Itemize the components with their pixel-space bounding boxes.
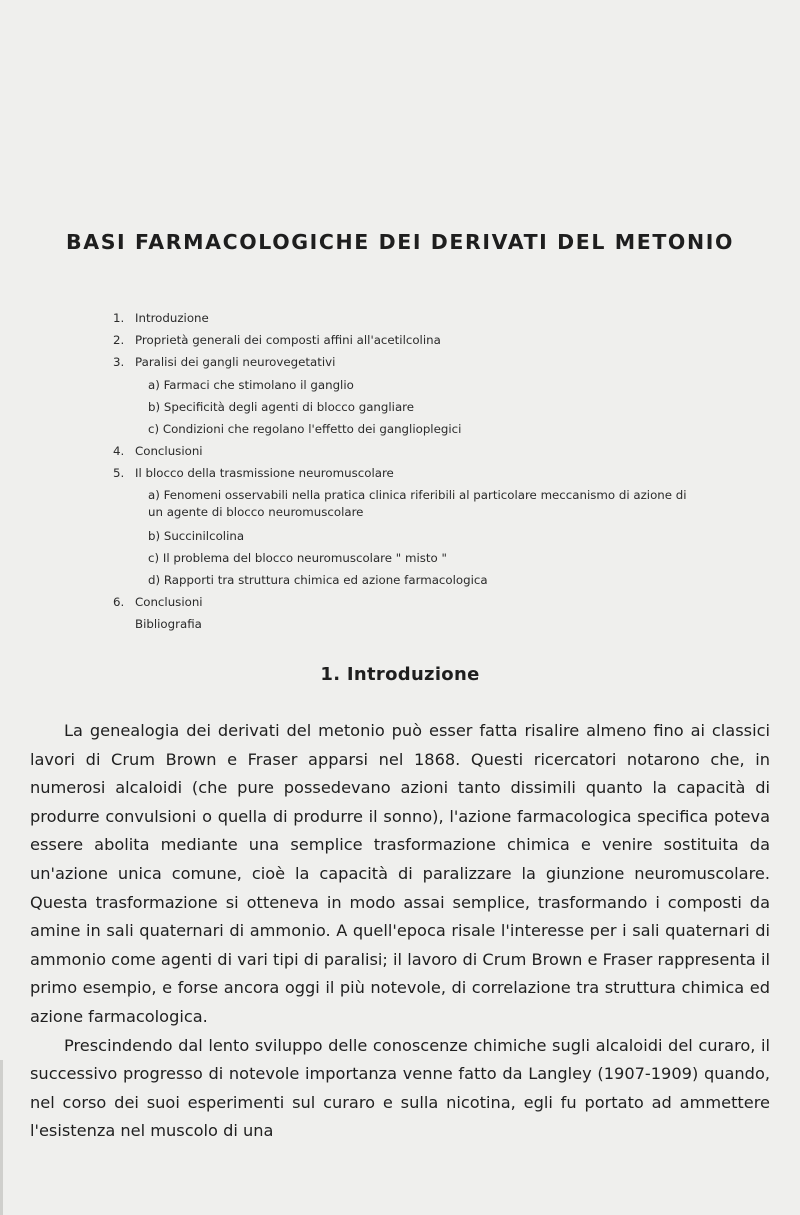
toc-item-5 [113, 462, 713, 484]
toc-subitem-text: c) Condizioni che regolano l'effetto dei ganglioplegici [148, 422, 462, 437]
toc-item-text: Introduzione [135, 311, 209, 325]
toc-subitem-text: d) Rapporti tra struttura chimica ed azione farmacologica [148, 573, 488, 588]
paragraph: Prescindendo dal lento sviluppo delle conoscenze chimiche sugli alcaloidi del curaro, il successivo progresso di notevole importanza venne fatto da Langley (1907-1909) quando, nel corso dei suoi esperimenti sul curaro e sulla nicotina, egli fu portato ad ammettere l'esistenza nel muscolo di una [30, 1035, 770, 1141]
toc-item-number: 2. [113, 333, 125, 348]
toc-item-3 [113, 351, 713, 373]
toc-item-4 [113, 440, 713, 462]
toc-item-number: 5. [113, 466, 125, 481]
toc-item-number: 6. [113, 595, 125, 610]
page-title: BASI FARMACOLOGICHE DEI DERIVATI DEL METONIO [66, 230, 734, 254]
paragraph: La genealogia dei derivati del metonio può esser fatta risalire almeno fino ai classici lavori di Crum Brown e Fraser apparsi nel 1868. Questi ricercatori notarono che, in numerosi alcaloidi (che pure possedevano azioni tanto dissimili quanto la capacità di produrre convulsioni o quella di produrre il sonno), l'azione farmacologica specifica poteva essere abolita mediante una semplice trasformazione chimica e venire sostituita da un'azione unica comune, cioè la capacità di paralizzare la giunzione neuromuscolare. Questa trasformazione si otteneva in modo assai semplice, trasformando i composti da amine in sali quaternari di ammonio. A quell'epoca risale l'interesse per i sali quaternari di ammonio come agenti di vari tipi di paralisi; il lavoro di Crum Brown e Fraser rappresenta il primo esempio, e forse ancora oggi il più notevole, di correlazione tra struttura chimica ed azione farmacologica. [30, 721, 770, 1026]
toc-item-1 [113, 307, 713, 329]
toc-subitem-5d [113, 569, 713, 591]
toc-item-bibliography [113, 613, 713, 635]
table-of-contents [113, 307, 713, 636]
toc-subitem-5c [113, 547, 713, 569]
toc-subitem-3c [113, 418, 713, 440]
toc-subitem-text: b) Succinilcolina [148, 528, 245, 543]
toc-item-text: Paralisi dei gangli neurovegetativi [135, 355, 336, 370]
toc-subitem-text: a) Fenomeni osservabili nella pratica clinica riferibili al particolare meccanismo di azione di un agente di blocco neuromuscolare [148, 487, 687, 519]
toc-subitem-text: c) Il problema del blocco neuromuscolare " misto " [148, 550, 447, 565]
toc-subitem-5b [113, 525, 713, 547]
toc-item-number: 1. [113, 311, 125, 325]
toc-item-text: Il blocco della trasmissione neuromuscolare [135, 466, 394, 481]
section-heading: 1. Introduzione [320, 664, 480, 685]
toc-item-number: 3. [113, 355, 125, 370]
toc-item-2 [113, 329, 713, 351]
body-text [30, 717, 770, 1146]
toc-item-6 [113, 591, 713, 613]
toc-item-text: Conclusioni [135, 444, 203, 459]
toc-subitem-text: b) Specificità degli agenti di blocco gangliare [148, 399, 415, 414]
toc-subitem-3b [113, 396, 713, 418]
toc-item-text: Proprietà generali dei composti affini all'acetilcolina [135, 333, 441, 348]
toc-subitem-3a [113, 374, 713, 396]
toc-subitem-5a [113, 485, 713, 525]
toc-subitem-text: a) Farmaci che stimolano il ganglio [148, 377, 354, 392]
toc-item-text: Conclusioni [135, 595, 203, 610]
toc-item-text: Bibliografia [135, 617, 202, 632]
toc-item-number: 4. [113, 444, 125, 459]
page-edge [0, 1060, 3, 1215]
